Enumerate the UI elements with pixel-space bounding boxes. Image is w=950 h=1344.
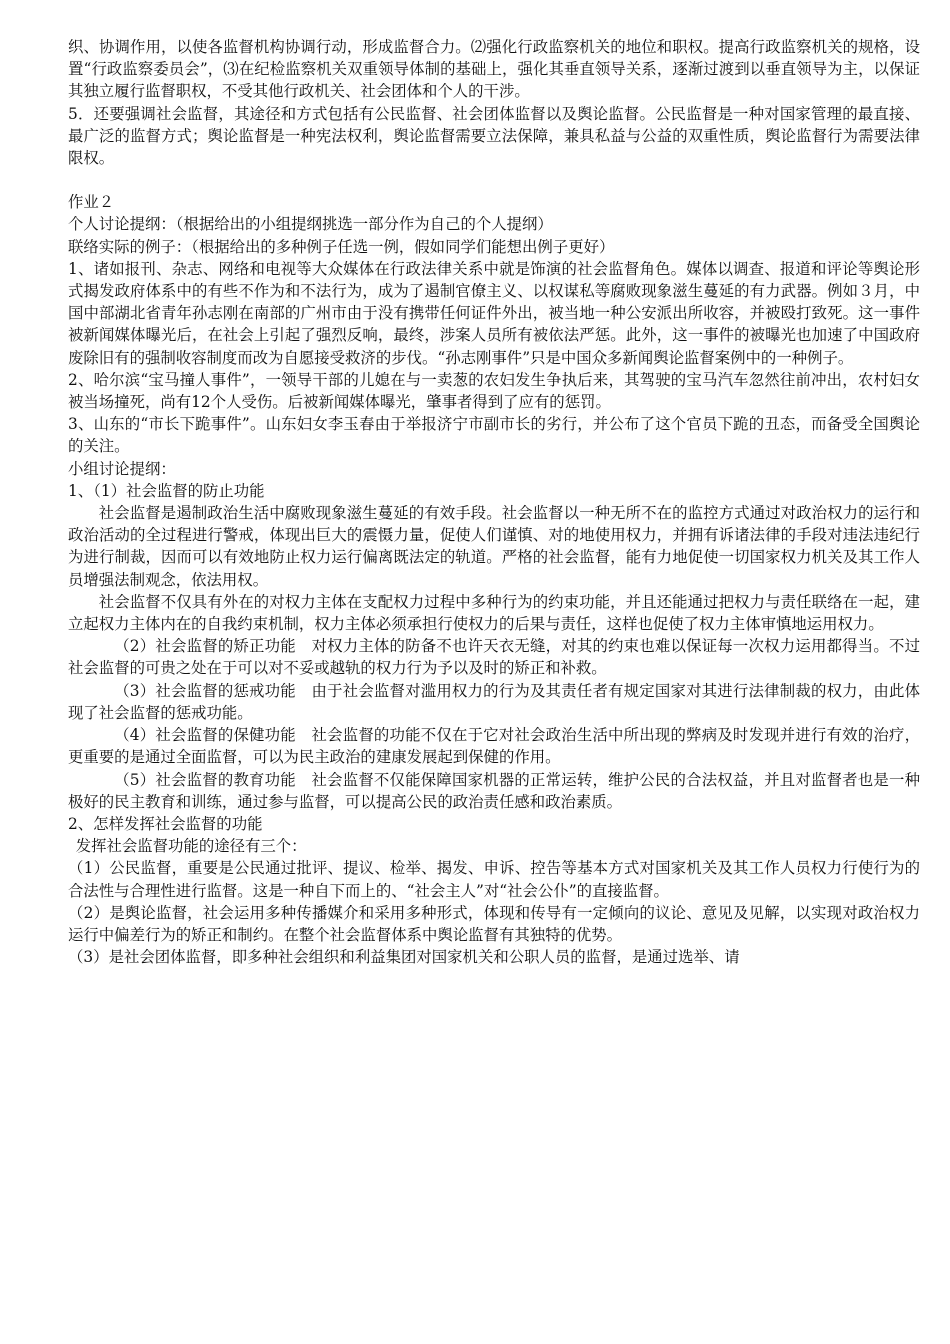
prevention-paragraph-1: 社会监督是遏制政治生活中腐败现象滋生蔓延的有效手段。社会监督以一种无所不在的监控方式通过对政治权力的运行和政治活动的全过程进行警戒，体现出巨大的震慑力量，促使人们谨慎、对的地使用权力，并拥有诉诸法律的手段对违法违纪行为进行制裁，因而可以有效地防止权力运行偏离既法定的轨道。严格的社会监督，能有力地促使一切国家权力机关及其工作人员增强法制观念，依法用权。 <box>68 504 920 589</box>
citizen-supervision: （1）公民监督，重要是公民通过批评、提议、检举、揭发、申诉、控告等基本方式对国家机关及其工作人员权力行使行为的合法性与合理性进行监督。这是一种自下而上的、“社会主人”对“社会公仆”的直接监督。 <box>68 859 920 900</box>
punishment-function: （3）社会监督的惩戒功能 由于社会监督对滥用权力的行为及其责任者有规定国家对其进行法律制裁的权力，由此体现了社会监督的惩戒功能。 <box>68 681 920 722</box>
education-function: （5）社会监督的教育功能 社会监督不仅能保障国家机器的正常运转，维护公民的合法权益，并且对监督者也是一种极好的民主教育和训练，通过参与监督，可以提高公民的政治责任感和政治素质。 <box>68 770 920 811</box>
public-opinion-supervision: （2）是舆论监督，社会运用多种传播媒介和采用多种形式，体现和传导有一定倾向的议论、意见及见解，以实现对政治权力运行中偏差行为的矫正和制约。在整个社会监督体系中舆论监督有其独特的优势。 <box>68 903 920 944</box>
personal-outline-note: 个人讨论提纲：（根据给出的小组提纲挑选一部分作为自己的个人提纲） <box>68 215 553 234</box>
section-2-heading: 2、怎样发挥社会监督的功能 <box>68 814 263 833</box>
section-1-heading: 1、（1）社会监督的防止功能 <box>68 481 265 500</box>
health-function: （4）社会监督的保健功能 社会监督的功能不仅在于它对社会政治生活中所出现的弊病及时发现并进行有效的治疗，更重要的是通过全面监督，可以为民主政治的建康发展起到保健的作用。 <box>68 726 920 767</box>
blank-line <box>68 169 920 191</box>
group-outline-heading: 小组讨论提纲： <box>68 459 176 478</box>
example-1: 1、诸如报刊、杂志、网络和电视等大众媒体在行政法律关系中就是饰演的社会监督角色。媒体以调查、报道和评论等舆论形式揭发政府体系中的有些不作为和不法行为，成为了遏制官僚主义、以权谋私等腐败现象滋生蔓延的有力武器。例如３月，中国中部湖北省青年孙志刚在南部的广州市由于没有携带任何证件外出，被当地一种公安派出所收容，并被殴打致死。这一事件被新闻媒体曝光后，在社会上引起了强烈反响，最终，涉案人员所有被依法严惩。此外，这一事件的被曝光也加速了中国政府废除旧有的强制收容制度而改为自愿接受救济的步伐。“孙志刚事件”只是中国众多新闻舆论监督案例中的一种例子。 <box>68 259 920 367</box>
prevention-paragraph-2: 社会监督不仅具有外在的对权力主体在支配权力过程中多种行为的约束功能，并且还能通过把权力与责任联络在一起，建立起权力主体内在的自我约束机制，权力主体必须承担行使权力的后果与责任，这样也促使了权力主体审慎地运用权力。 <box>68 592 920 634</box>
example-2: 2、哈尔滨“宝马撞人事件”，一领导干部的儿媳在与一卖葱的农妇发生争执后来，其驾驶的宝马汽车忽然往前冲出，农村妇女被当场撞死，尚有12个人受伤。后被新闻媒体曝光，肇事者得到了应有的惩罚。 <box>68 370 920 412</box>
example-3: 3、山东的“市长下跪事件”。山东妇女李玉春由于举报济宁市副市长的劣行，并公布了这个官员下跪的丑态，而备受全国舆论的关注。 <box>68 415 920 456</box>
example-note: 联络实际的例子：（根据给出的多种例子任选一例，假如同学们能想出例子更好） <box>68 237 615 256</box>
three-ways-intro: 发挥社会监督功能的途径有三个： <box>75 837 307 856</box>
assignment-heading: 作业２ <box>68 193 115 212</box>
document-page <box>68 36 920 968</box>
social-group-supervision: （3）是社会团体监督，即多种社会组织和利益集团对国家机关和公职人员的监督，是通过选举、请 <box>68 948 740 967</box>
paragraph-supervision-reform: 织、协调作用，以使各监督机构协调行动，形成监督合力。⑵强化行政监察机关的地位和职权。提高行政监察机关的规格，设置“行政监察委员会”，⑶在纪检监察机关双重领导体制的基础上，强化其垂直领导关系，逐渐过渡到以垂直领导为主，以保证其独立履行监督职权，不受其他行政机关、社会团体和个人的干涉。 <box>68 38 920 101</box>
paragraph-social-supervision: 5．还要强调社会监督，其途径和方式包括有公民监督、社会团体监督以及舆论监督。公民监督是一种对国家管理的最直接、最广泛的监督方式；舆论监督是一种宪法权利，舆论监督需要立法保障，兼具私益与公益的双重性质，舆论监督行为需要法律限权。 <box>68 104 920 168</box>
correction-function: （2）社会监督的矫正功能 对权力主体的防备不也许天衣无缝，对其的约束也难以保证每一次权力运用都得当。不过社会监督的可贵之处在于可以对不妥或越轨的权力行为予以及时的矫正和补救。 <box>68 637 920 678</box>
